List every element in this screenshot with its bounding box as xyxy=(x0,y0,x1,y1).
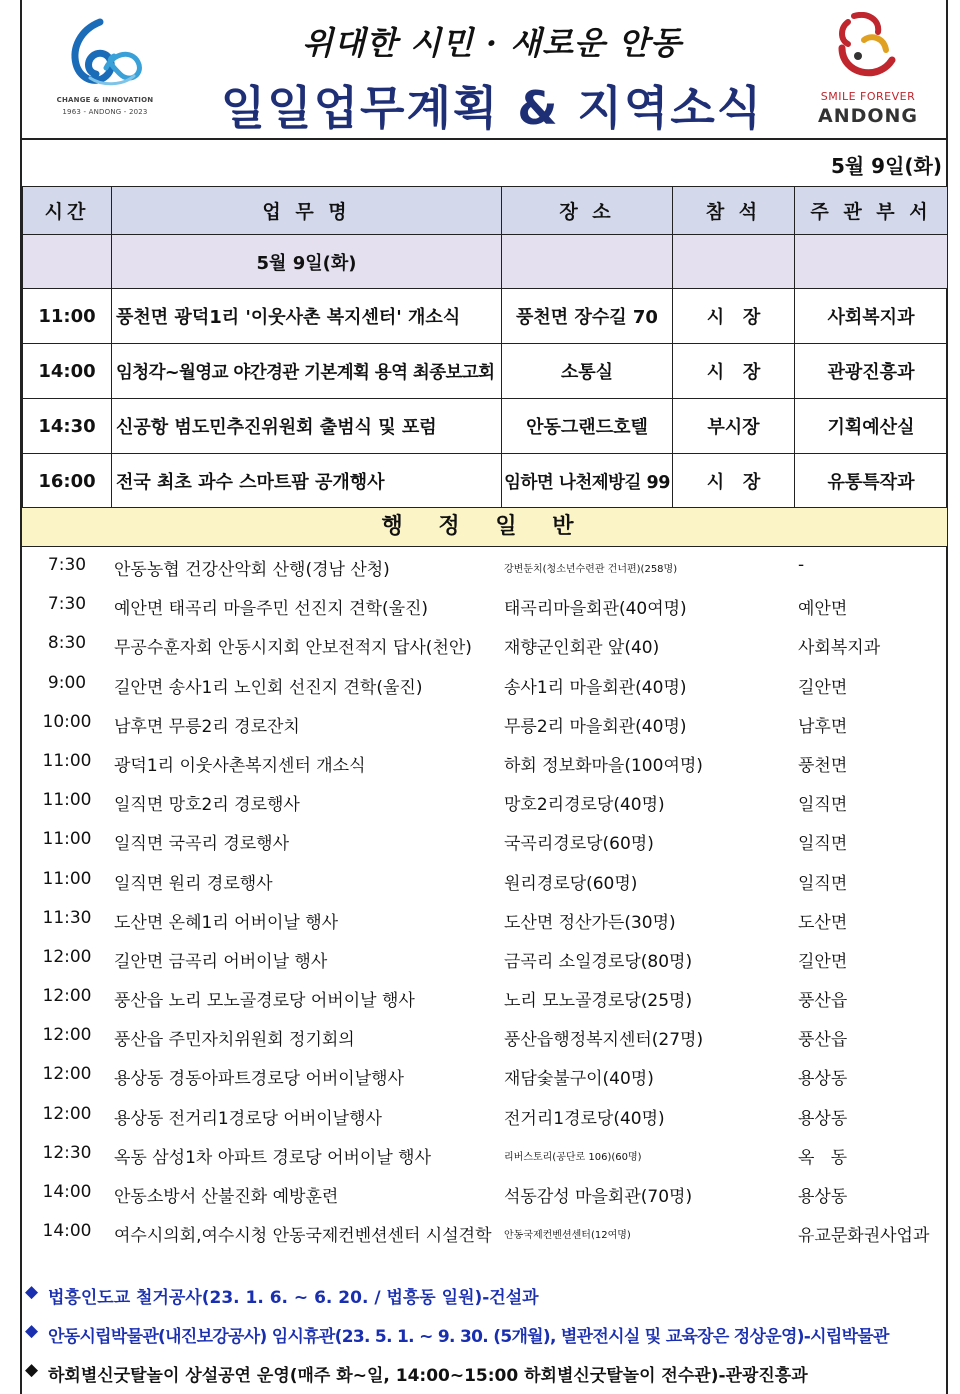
admin-dept: 일직면 xyxy=(798,834,848,855)
cell-time: 14:30 xyxy=(23,399,112,454)
cell-dept: 기획예산실 xyxy=(795,399,948,454)
admin-dept: - xyxy=(798,555,805,575)
cell-task: 신공항 범도민추진위원회 출범식 및 포럼 xyxy=(112,399,502,454)
list-item xyxy=(22,1057,946,1096)
cell-task: 전국 최초 과수 스마트팜 공개행사 xyxy=(112,454,502,509)
notice-list xyxy=(22,1276,946,1393)
diamond-bullet-icon: ◆ xyxy=(25,1321,39,1341)
diamond-bullet-icon: ◆ xyxy=(25,1360,39,1380)
document-sheet xyxy=(20,0,948,1394)
admin-dept: 사회복지과 xyxy=(798,638,881,659)
admin-task: 옥동 삼성1차 아파트 경로당 어버이날 행사 xyxy=(114,1147,432,1168)
admin-task: 도산면 온혜1리 어버이날 행사 xyxy=(114,912,339,933)
admin-time: 12:00 xyxy=(42,946,92,967)
table-row xyxy=(23,344,948,399)
admin-time: 11:00 xyxy=(42,868,92,889)
notice-text: 법흥인도교 철거공사(23. 1. 6. ~ 6. 20. / 법흥동 일원)-건설과 xyxy=(48,1288,539,1308)
admin-place: 리버스토리(공단로 106)(60명) xyxy=(504,1151,642,1163)
list-item xyxy=(22,1136,946,1175)
admin-place: 강변둔치(청소년수련관 건너편)(258명) xyxy=(504,564,678,575)
admin-dept: 풍천면 xyxy=(798,755,848,776)
header-dept: 주 관 부 서 xyxy=(795,187,948,235)
admin-dept: 길안면 xyxy=(798,951,848,972)
admin-task: 풍산읍 노리 모노골경로당 어버이날 행사 xyxy=(114,991,415,1012)
date-cell: 5월 9일(화) xyxy=(112,235,502,289)
andong-caption: ANDONG xyxy=(817,105,919,127)
admin-time: 7:30 xyxy=(47,594,87,615)
list-item xyxy=(22,626,946,665)
cell-attend: 부시장 xyxy=(673,399,795,454)
admin-dept: 길안면 xyxy=(798,677,848,698)
admin-task: 일직면 망호2리 경로행사 xyxy=(114,795,300,816)
admin-time: 10:00 xyxy=(42,711,92,732)
cell-place: 임하면 나천제방길 99 xyxy=(502,454,673,509)
admin-dept: 일직면 xyxy=(798,873,848,894)
admin-dept: 도산면 xyxy=(798,912,848,933)
admin-dept: 일직면 xyxy=(798,795,848,816)
admin-place: 전거리1경로당(40명) xyxy=(504,1108,665,1129)
admin-task: 풍산읍 주민자치위원회 정기회의 xyxy=(114,1030,355,1051)
list-item xyxy=(22,744,946,783)
diamond-bullet-icon: ◆ xyxy=(25,1282,39,1302)
admin-time: 8:30 xyxy=(47,633,87,654)
admin-task: 안동소방서 산불진화 예방훈련 xyxy=(114,1187,339,1207)
table-header-row xyxy=(23,187,948,235)
table-row xyxy=(23,399,948,454)
list-item xyxy=(22,979,946,1018)
admin-section-title: 행 정 일 반 xyxy=(22,507,947,547)
smile-andong-logo xyxy=(808,12,928,130)
admin-place: 망호2리경로당(40명) xyxy=(504,795,665,816)
notice-text: 하회별신굿탈놀이 상설공연 운영(매주 화~일, 14:00~15:00 하회별신굿탈놀이 전수관)-관광진흥과 xyxy=(48,1366,808,1386)
cell-dept: 관광진흥과 xyxy=(795,344,948,399)
admin-task: 일직면 국곡리 경로행사 xyxy=(114,834,290,855)
report-date: 5월 9일(화) xyxy=(830,154,942,178)
admin-place: 무릉2리 마을회관(40명) xyxy=(504,716,687,737)
anniversary-logo xyxy=(50,16,160,124)
table-row xyxy=(23,454,948,509)
cell-time: 16:00 xyxy=(23,454,112,509)
admin-place: 풍산읍행정복지센터(27명) xyxy=(504,1030,704,1051)
header-attend: 참 석 xyxy=(673,187,795,235)
notice-item xyxy=(22,1315,946,1354)
admin-task: 여수시의회,여수시청 안동국제컨벤션센터 시설견학 xyxy=(114,1226,492,1247)
sixty-logo-icon xyxy=(62,16,148,90)
cell-task: 임청각~월영교 야간경관 기본계획 용역 최종보고회 xyxy=(112,344,502,399)
header-time: 시간 xyxy=(23,187,112,235)
notice-item xyxy=(22,1354,946,1393)
admin-dept: 풍산읍 xyxy=(798,1030,848,1051)
admin-place: 국곡리경로당(60명) xyxy=(504,834,654,855)
admin-place: 석동감성 마을회관(70명) xyxy=(504,1187,693,1207)
admin-place: 원리경로당(60명) xyxy=(504,873,638,894)
list-item xyxy=(22,1097,946,1136)
admin-time: 12:00 xyxy=(42,1064,92,1085)
list-item xyxy=(22,587,946,626)
logo-caption-2: 1963 - ANDONG - 2023 xyxy=(62,108,148,116)
admin-time: 11:30 xyxy=(42,907,92,928)
admin-time: 9:00 xyxy=(47,672,87,693)
page-title: 일일업무계획 & 지역소식 xyxy=(220,81,764,135)
logo-caption-1: CHANGE & INNOVATION xyxy=(56,96,154,104)
cell-attend: 시 장 xyxy=(673,289,795,344)
admin-place: 하회 정보화마을(100여명) xyxy=(504,755,703,776)
admin-time: 12:00 xyxy=(42,986,92,1007)
admin-dept: 예안면 xyxy=(798,599,848,620)
notice-item xyxy=(22,1276,946,1315)
list-item xyxy=(22,862,946,901)
admin-dept: 남후면 xyxy=(798,716,848,737)
date-cell-empty xyxy=(502,235,673,289)
admin-time: 14:00 xyxy=(42,1221,92,1242)
header-banner xyxy=(22,0,946,138)
cell-attend: 시 장 xyxy=(673,454,795,509)
admin-time: 7:30 xyxy=(47,555,87,575)
admin-task: 길안면 송사1리 노인회 선진지 견학(울진) xyxy=(114,677,423,698)
admin-dept: 용상동 xyxy=(798,1108,848,1129)
admin-time: 14:00 xyxy=(42,1182,92,1202)
admin-place: 금곡리 소일경로당(80명) xyxy=(504,951,693,972)
admin-task: 용상동 경동아파트경로당 어버이날행사 xyxy=(114,1069,404,1090)
smile-caption: SMILE FOREVER xyxy=(820,90,916,103)
table-date-row xyxy=(23,235,948,289)
admin-place: 재향군인회관 앞(40) xyxy=(504,638,660,659)
admin-task: 광덕1리 이웃사촌복지센터 개소식 xyxy=(114,755,366,776)
cell-attend: 시 장 xyxy=(673,344,795,399)
cell-time: 11:00 xyxy=(23,289,112,344)
admin-task: 무공수훈자회 안동시지회 안보전적지 답사(천안) xyxy=(114,638,472,659)
admin-place: 도산면 정산가든(30명) xyxy=(504,912,676,933)
list-item xyxy=(22,783,946,822)
schedule-table xyxy=(22,186,948,509)
admin-schedule-list xyxy=(22,548,946,1253)
admin-dept: 용상동 xyxy=(798,1187,848,1207)
admin-task: 예안면 태곡리 마을주민 선진지 견학(울진) xyxy=(114,599,429,620)
admin-place: 안동국제컨벤션센터(12여명) xyxy=(504,1230,631,1242)
admin-place: 재담숯불구이(40명) xyxy=(504,1069,654,1090)
list-item xyxy=(22,901,946,940)
list-item xyxy=(22,1018,946,1057)
admin-time: 11:00 xyxy=(42,829,92,850)
admin-dept: 용상동 xyxy=(798,1069,848,1090)
admin-time: 12:30 xyxy=(42,1142,92,1163)
admin-time: 11:00 xyxy=(42,750,92,771)
notice-text: 안동시립박물관(내진보강공사) 임시휴관(23. 5. 1. ~ 9. 30. (5개월), 별관전시실 및 교육장은 정상운영)-시립박물관 xyxy=(48,1327,889,1347)
list-item xyxy=(22,940,946,979)
list-item xyxy=(22,1175,946,1214)
date-cell-empty xyxy=(23,235,112,289)
cell-place: 안동그랜드호텔 xyxy=(502,399,673,454)
admin-place: 노리 모노골경로당(25명) xyxy=(504,991,693,1012)
date-cell-empty xyxy=(673,235,795,289)
admin-dept: 풍산읍 xyxy=(798,991,848,1012)
admin-task: 남후면 무릉2리 경로잔치 xyxy=(114,716,300,737)
admin-time: 12:00 xyxy=(42,1025,92,1046)
admin-task: 길안면 금곡리 어버이날 행사 xyxy=(114,951,328,972)
list-item xyxy=(22,666,946,705)
cell-place: 풍천면 장수길 70 xyxy=(502,289,673,344)
cell-dept: 사회복지과 xyxy=(795,289,948,344)
date-cell-empty xyxy=(795,235,948,289)
list-item xyxy=(22,548,946,587)
header-task: 업 무 명 xyxy=(112,187,502,235)
admin-dept: 유교문화권사업과 xyxy=(798,1226,930,1247)
admin-task: 일직면 원리 경로행사 xyxy=(114,873,273,894)
cell-time: 14:00 xyxy=(23,344,112,399)
table-row xyxy=(23,289,948,344)
list-item xyxy=(22,1214,946,1253)
cell-task: 풍천면 광덕1리 '이웃사촌 복지센터' 개소식 xyxy=(112,289,502,344)
admin-time: 12:00 xyxy=(42,1103,92,1124)
cell-dept: 유통특작과 xyxy=(795,454,948,509)
admin-time: 11:00 xyxy=(42,790,92,811)
admin-dept: 옥 동 xyxy=(798,1147,848,1168)
admin-task: 용상동 전거리1경로당 어버이날행사 xyxy=(114,1108,382,1129)
date-row xyxy=(22,138,946,186)
cell-place: 소통실 xyxy=(502,344,673,399)
smile-logo-icon xyxy=(834,12,900,84)
admin-place: 송사1리 마을회관(40명) xyxy=(504,677,687,698)
admin-task: 안동농협 건강산악회 산행(경남 산청) xyxy=(114,560,390,580)
admin-place: 태곡리마을회관(40여명) xyxy=(504,599,687,620)
header-place: 장 소 xyxy=(502,187,673,235)
slogan: 위대한 시민 · 새로운 안동 xyxy=(302,24,682,62)
list-item xyxy=(22,705,946,744)
list-item xyxy=(22,822,946,861)
